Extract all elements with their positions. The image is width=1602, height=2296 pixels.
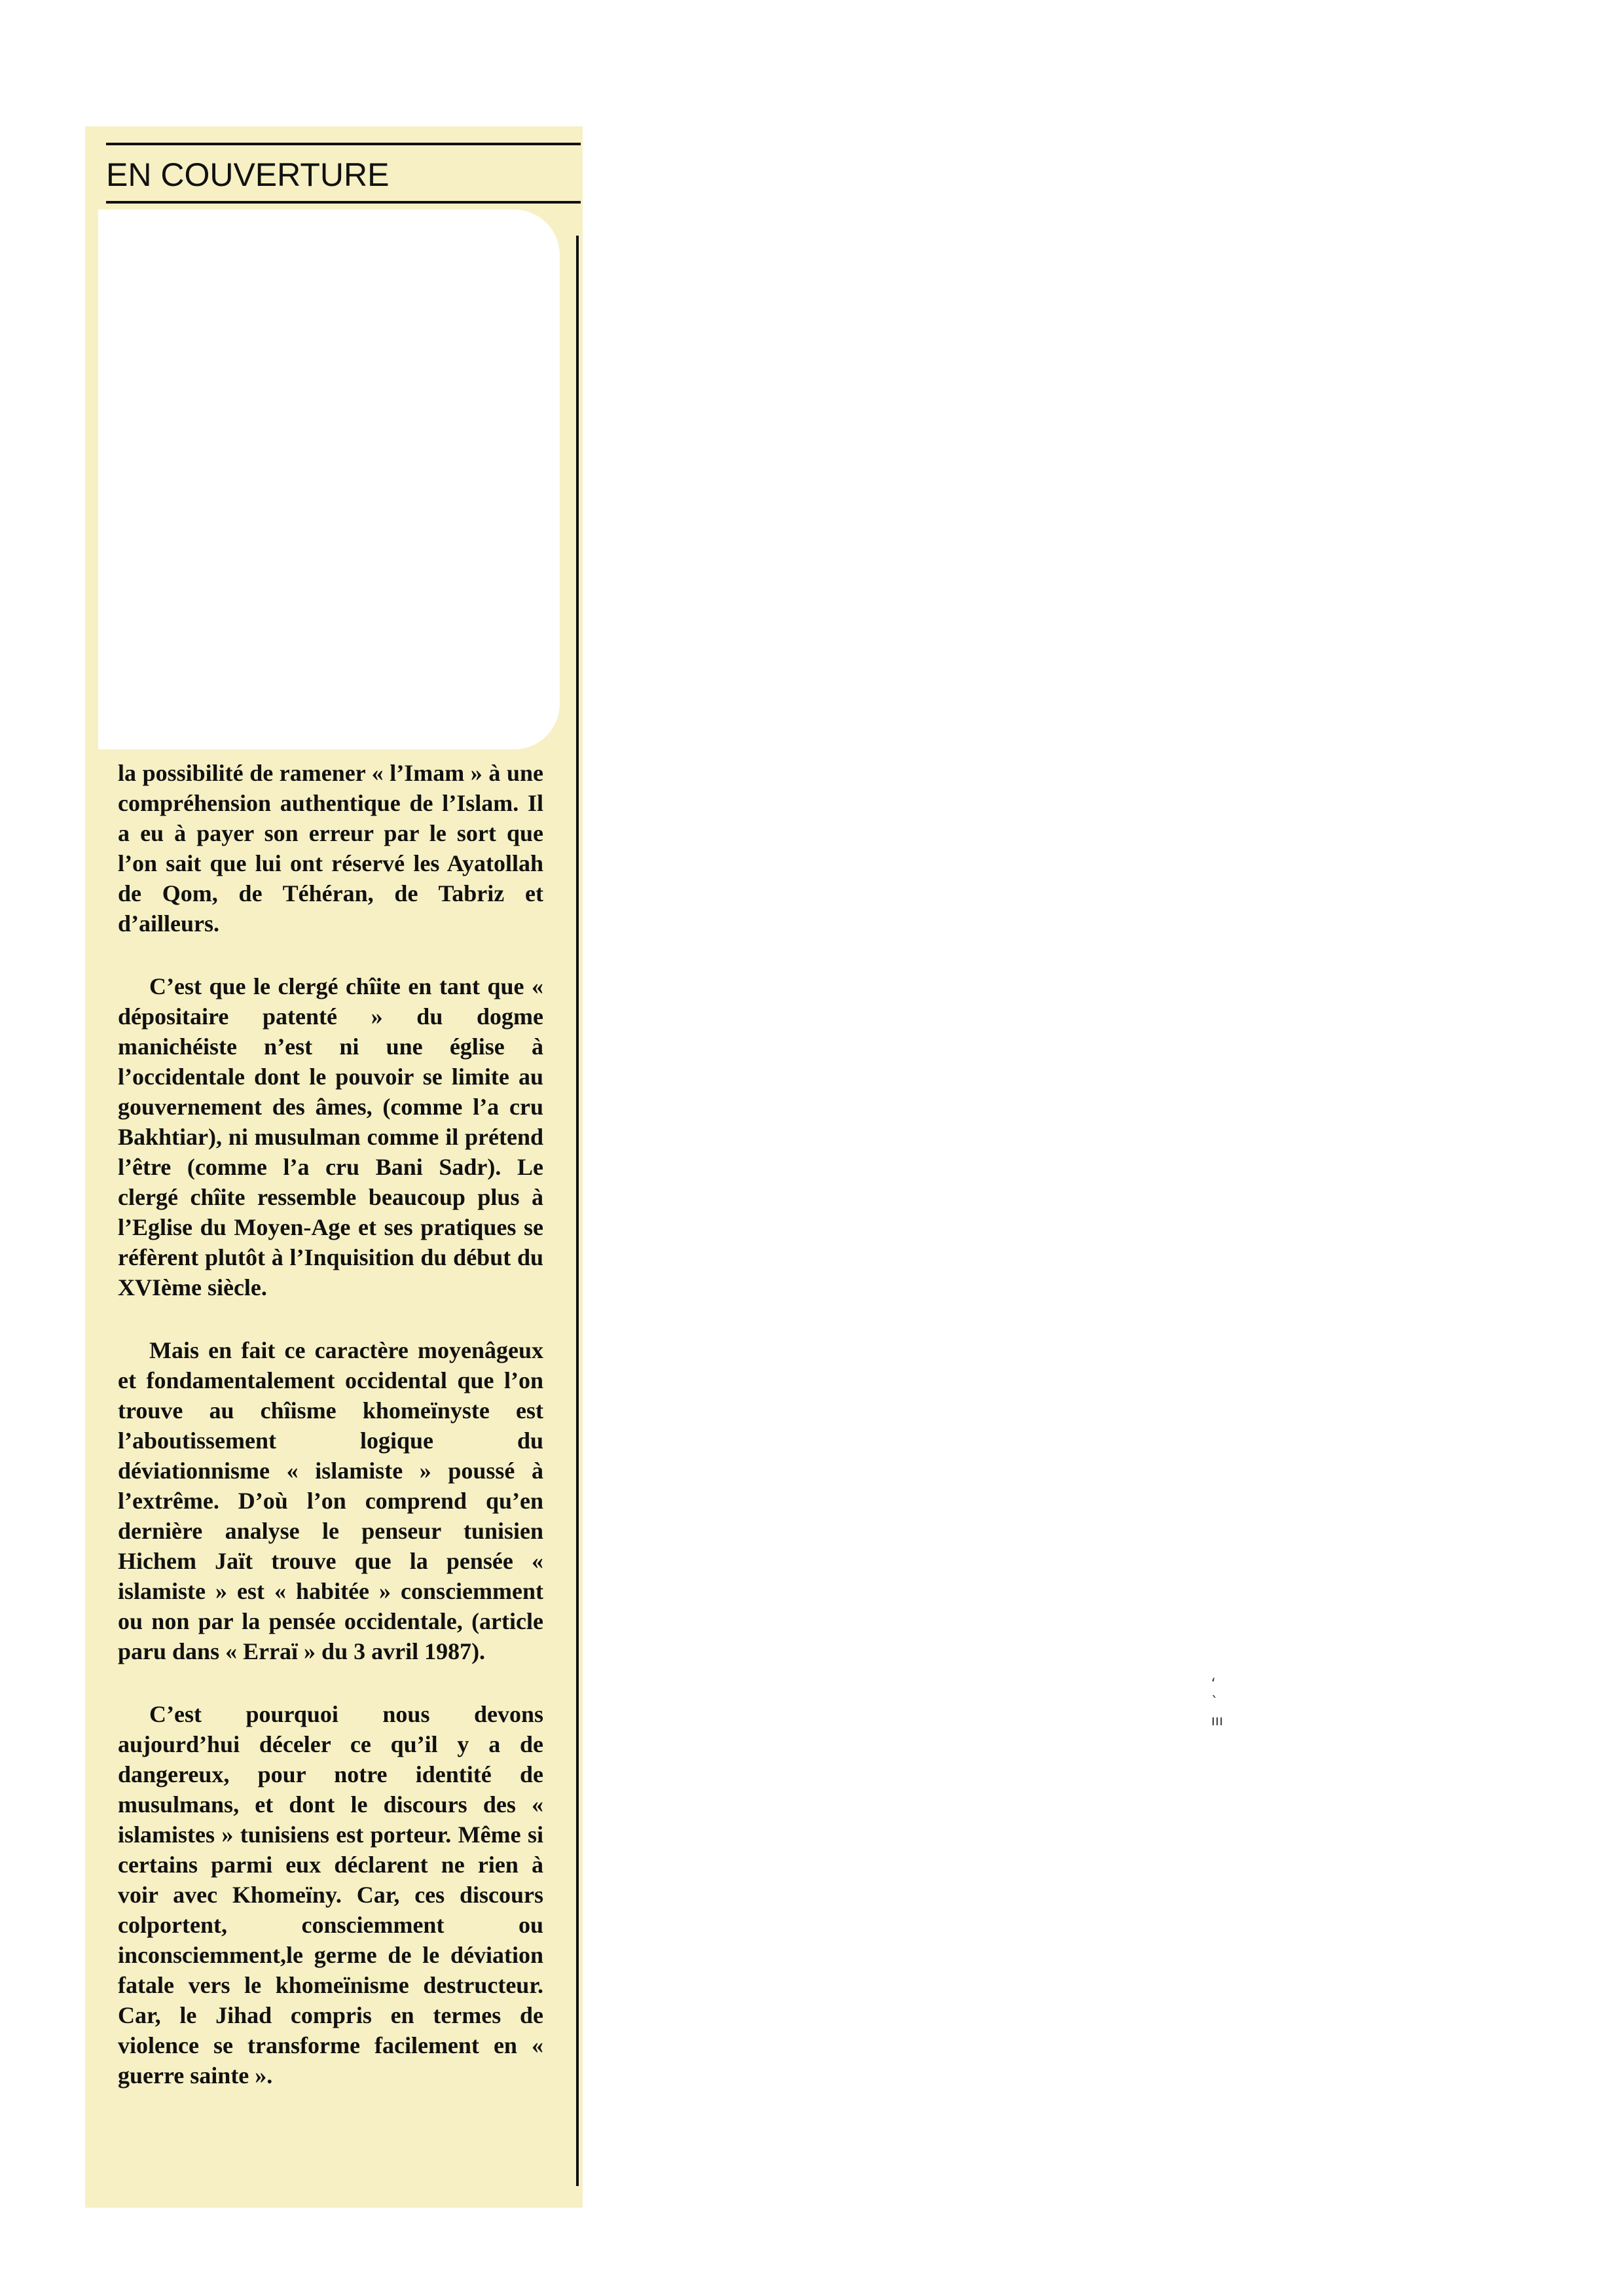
section-label: EN COUVERTURE (106, 156, 390, 193)
header-rule-bottom (106, 201, 581, 204)
removed-photo-area (98, 209, 560, 749)
article-paragraph: Mais en fait ce caractère moyenâgeux et fondamentalement occidental que l’on trouve au chîisme khomeïnyste est l’aboutissement logique du déviationnisme « islamiste » poussé à l’extrême. D’où l’on comprend qu’en dernière analyse le penseur tunisien Hichem Jaït trouve que la pensée « islamiste » est « habitée » consciemment ou non par la pensée occidentale, (article paru dans « Erraï » du 3 avril 1987). (118, 1337, 543, 1664)
header-rule-top (106, 143, 581, 145)
margin-marks: ‘ ` ııı (1211, 1676, 1224, 1729)
article-paragraph: la possibilité de ramener « l’Imam » à une compréhension authentique de l’Islam. Il a eu à payer son erreur par le sort que l’on sait que lui ont réservé les Ayatollah de Qom, de Téhéran, de Tabriz et d’ailleurs. (118, 760, 543, 937)
column-rule (576, 236, 579, 2186)
article-paragraph: C’est que le clergé chîite en tant que « dépositaire patenté » du dogme manichéiste n’est ni une église à l’occidentale dont le pouvoir se limite au gouvernement des âmes, (comme l’a cru Bakhtiar), ni musulman comme il prétend l’être (comme l’a cru Bani Sadr). Le clergé chîite ressemble beaucoup plus à l’Eglise du Moyen-Age et ses pratiques se réfèrent plutôt à l’Inquisition du début du XVIème siècle. (118, 973, 543, 1300)
article-paragraph: C’est pourquoi nous devons aujourd’hui déceler ce qu’il y a de dangereux, pour notre identité de musulmans, et dont le discours des « islamistes » tunisiens est porteur. Même si certains parmi eux déclarent ne rien à voir avec Khomeïny. Car, ces discours colportent, consciemment ou inconsciemment,le germe de le déviation fatale vers le khomeïnisme destructeur. Car, le Jihad compris en termes de violence se transforme facilement en « guerre sainte ». (118, 1701, 543, 2089)
article-body (118, 758, 543, 2123)
